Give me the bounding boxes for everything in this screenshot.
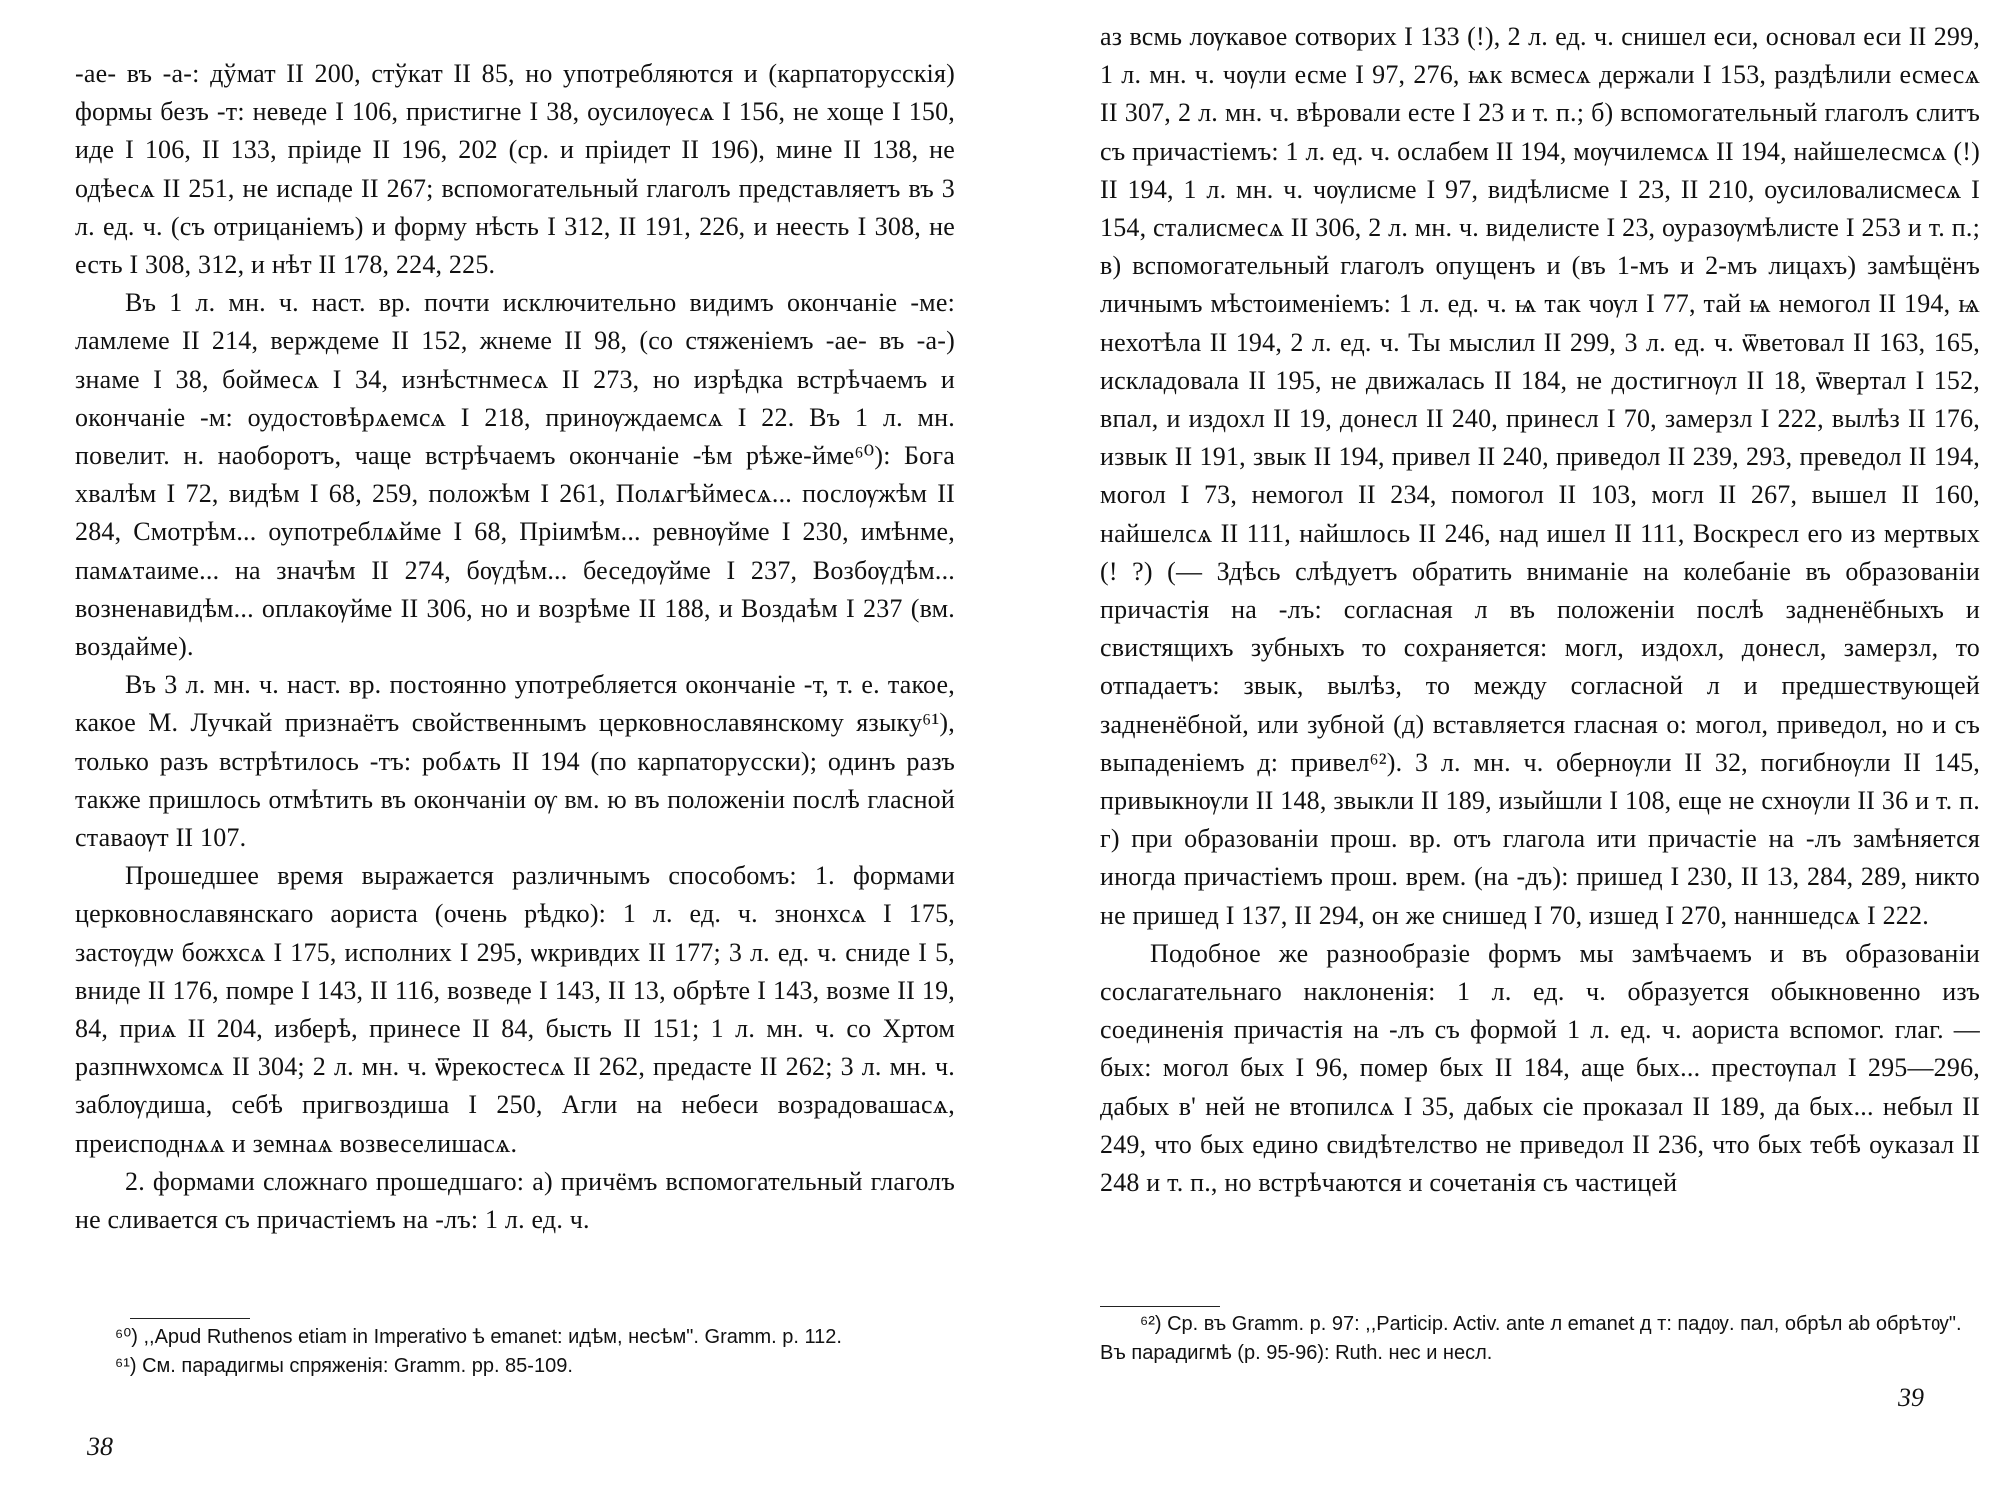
right-footnotes [1100,1310,1980,1368]
footnote: ⁶²) Ср. въ Gramm. p. 97: ,,Particip. Activ. ante л emanet д т: падѹ. пал, обрѣл ab обрѣтѹ". Въ парадигмѣ (p. 95-96): Ruth. нес и несл. [1100,1313,1962,1364]
footnote-divider [130,1318,250,1319]
footnote-divider [1100,1306,1220,1307]
left-footnotes [75,1323,955,1381]
left-page [75,0,955,1500]
footnote: ⁶⁰) ,,Apud Ruthenos etiam in Imperativo ѣ emanet: идѣм, несѣм". Gramm. p. 112. [115,1326,842,1348]
left-page-body [75,55,955,1239]
paragraph: -ае- въ -а-: дўмат II 200, стўкат II 85, но употребляются и (карпаторусскія) формы безъ -т: неведе I 106, пристигне I 38, оусилѹесѧ I 156, не хоще I 150, иде I 106, II 133, пріиде II 196, 202 (ср. и пріидет II 196), мине II 138, не одѣесѧ II 251, не испаде II 267; вспомогательный глаголъ представляетъ въ 3 л. ед. ч. (съ отрицаніемъ) и форму нѣсть I 312, II 191, 226, и неесть I 308, не есть I 308, 312, и нѣт II 178, 224, 225. [75,59,955,280]
footnote: ⁶¹) См. парадигмы спряженія: Gramm. pp. 85-109. [115,1355,573,1377]
page-number: 38 [87,1432,113,1461]
right-page-body [1100,18,1980,1202]
page-number: 39 [1898,1383,1924,1412]
paragraph: Въ 1 л. мн. ч. наст. вр. почти исключительно видимъ окончаніе -ме: ламлеме II 214, верждеме II 152, жнеме II 98, (со стяженіемъ -ае- въ -а-) знаме I 38, боймесѧ I 34, изнѣстнмесѧ II 273, но изрѣдка встрѣчаемъ и окончаніе -м: оудостовѣрѧемсѧ I 218, принѹждаемсѧ I 22. Въ 1 л. мн. повелит. н. наоборотъ, чаще встрѣчаемъ окончаніе -ѣм рѣже-йме⁶⁰): Бога хвалѣм I 72, видѣм I 68, 259, положѣм I 261, Полѧгѣймесѧ... послѹжѣм II 284, Смотрѣм... оупотреблѧйме I 68, Пріимѣм... ревнѹйме I 230, имѣнме, памѧтаиме... на значѣм II 274, бѹдѣм... беседѹйме I 237, Возбѹдѣм... возненавидѣм... оплакѹйме II 306, но и возрѣме II 188, и Воздаѣм I 237 (вм. воздайме). [75,288,955,662]
right-page [1100,0,1980,1500]
paragraph: аз всмь лѹкавое сотворих I 133 (!), 2 л. ед. ч. снишел еси, основал еси II 299, 1 л. мн. ч. чѹли есме I 97, 276, ѩк всмесѧ держали I 153, раздѣлили есмесѧ II 307, 2 л. мн. ч. вѣровали есте I 23 и т. п.; б) вспомогательный глаголъ слитъ съ причастіемъ: 1 л. ед. ч. ослабем II 194, мѹчилемсѧ II 194, найшелесмсѧ (!) II 194, 1 л. мн. ч. чѹлисме I 97, видѣлисме I 23, II 210, оусиловалисмесѧ I 154, сталисмесѧ II 306, 2 л. мн. ч. виделисте I 23, оуразѹмѣлисте I 253 и т. п.; в) вспомогательный глаголъ опущенъ и (въ 1-мъ и 2-мъ лицахъ) замѣщёнъ личнымъ мѣстоименіемъ: 1 л. ед. ч. ѩ так чѹл I 77, тай ѩ немогол II 194, ѩ нехотѣла II 194, 2 л. ед. ч. Ты мыслил II 299, 3 л. ед. ч. ѿветовал II 163, 165, исклaдовала II 195, не движалась II 184, не достигнѹл II 18, ѿвертал I 152, впал, и издохл II 19, донесл II 240, принесл I 70, замерзл I 222, вылѣз II 176, извык II 191, звык II 194, привел II 240, приведол II 239, 293, преведол II 194, могол I 73, немогол II 234, помогол II 103, могл II 267, вышел II 160, найшелсѧ II 111, найшлось II 246, над ишел II 111, Воскресл его из мертвых (! ?) (— Здѣсь слѣдуетъ обратить вниманіе на колебаніе въ образованіи причастія на -лъ: согласная л въ положеніи послѣ задненёбныхъ и свистящихъ зубныхъ то сохраняется: могл, издохл, донесл, замерзл, то отпадаетъ: звык, вылѣз, то между согласной л и предшествующей задненёбной, или зубной (д) вставляется гласная о: могол, приведол, но и съ выпаденіемъ д: привел⁶²). 3 л. мн. ч. обернѹли II 32, погибнѹли II 145, привыкнѹли II 148, звыкли II 189, изыйшли I 108, еще не схнѹли II 36 и т. п. г) при образованіи прош. вр. отъ глагола ити причастіе на -лъ замѣняется иногда причастіемъ прош. врем. (на -дъ): пришед I 230, II 13, 284, 289, никто не пришед I 137, II 294, он же снишед I 70, изшед I 270, нанншедсѧ I 222. [1100,22,1980,930]
paragraph: Въ 3 л. мн. ч. наст. вр. постоянно употребляется окончаніе -т, т. е. такое, какое М. Лучкай признаётъ свойственнымъ церковнославянскому языку⁶¹), только разъ встрѣтилось -тъ: робѧть II 194 (по карпаторусски); одинъ разъ также пришлось отмѣтить въ окончаніи ѹ вм. ю въ положеніи послѣ гласной ставаѹт II 107. [75,670,955,853]
paragraph: Подобное же разнообразіе формъ мы замѣчаемъ и въ образованіи сослагательнаго наклоненія: 1 л. ед. ч. образуется обыкновенно изъ соединенія причастія на -лъ съ формой 1 л. ед. ч. аориста вспомог. глаг. — бых: могол бых I 96, помер бых II 184, аще бых... престѹпал I 295—296, дабых в' ней не втопилсѧ I 35, дабых сіе проказал II 189, да бых... небыл II 249, что бых едино свидѣтелство не приведол II 236, что бых тебѣ оуказал II 248 и т. п., но встрѣчаются и сочетанія съ частицей [1100,938,1980,1198]
paragraph: Прошедшее время выражается различнымъ способомъ: 1. формами церковнославянскаго аориста (очень рѣдко): 1 л. ед. ч. знонхсѧ I 175, застѹдѡ божхсѧ I 175, исполних I 295, ѡкривдих II 177; 3 л. ед. ч. сниде I 5, вниде II 176, помре I 143, II 116, возведе I 143, II 13, обрѣте I 143, возме II 19, 84, приѧ II 204, изберѣ, принесе II 84, бысть II 151; 1 л. мн. ч. со Хртом разпнѡхомсѧ II 304; 2 л. мн. ч. ѿрекостесѧ II 262, предасте II 262; 3 л. мн. ч. заблѹдиша, себѣ пригвоздиша I 250, Агли на небеси возрадовашасѧ, преисподнѧѧ и земнаѧ возвеселишасѧ. [75,861,955,1158]
paragraph: 2. формами сложнаго прошедшаго: а) причёмъ вспомогательный глаголъ не сливается съ причастіемъ на -лъ: 1 л. ед. ч. [75,1166,955,1235]
